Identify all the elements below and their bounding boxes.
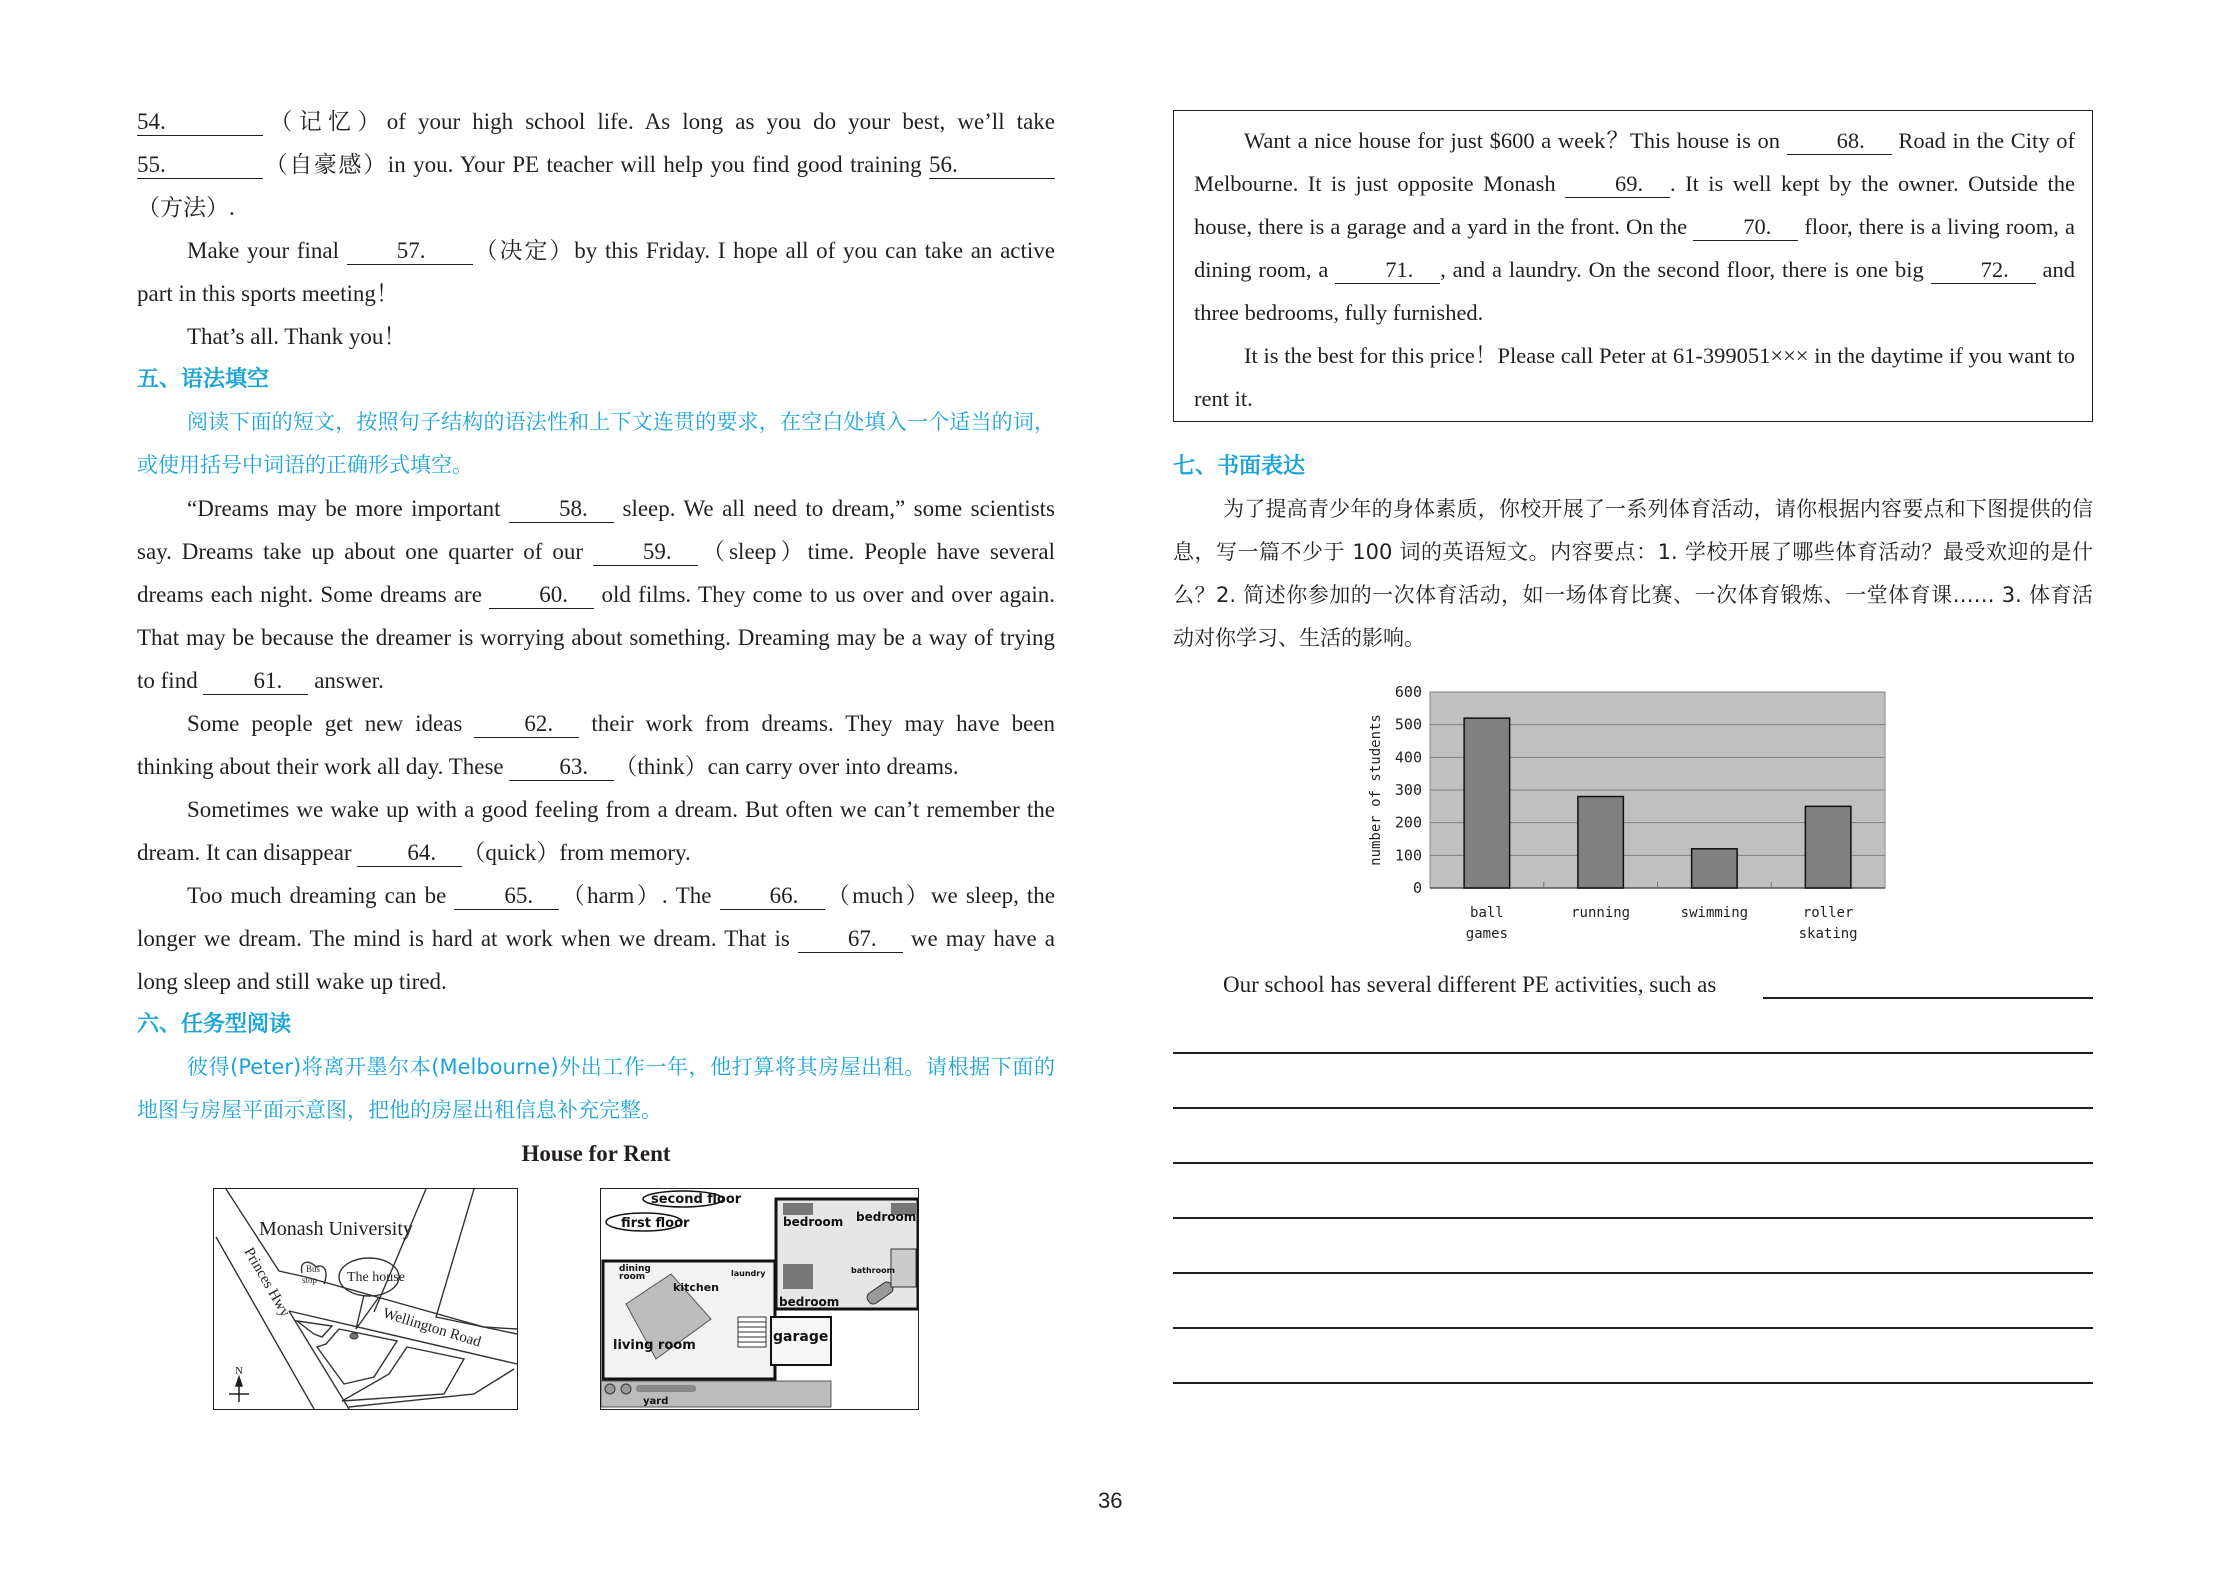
y-tick-label: 400: [1394, 748, 1422, 767]
text: “Dreams may be more important: [187, 496, 510, 521]
text: （much）we sleep, the longer we dream. The mind is hard at work when we dream. That is: [137, 883, 1055, 951]
text: . It is well kept by the owner. Outside the house, there is a garage and a yard in the front. On the: [1194, 171, 2076, 239]
section-5-paragraph-1: [137, 487, 1055, 702]
yard-bench: [636, 1385, 696, 1392]
x-tick-label: swimming: [1680, 905, 1749, 921]
y-tick-label: 200: [1394, 813, 1422, 832]
map-label-princes-hwy: Princes Hwy: [240, 1245, 293, 1320]
text: （think）can carry over into dreams.: [614, 754, 959, 779]
text: answer.: [308, 668, 384, 693]
plan-label-bedroom-3: bedroom: [779, 1295, 840, 1309]
continuation-paragraph-3: That’s all. Thank you！: [187, 324, 407, 349]
x-tick-label: games: [1465, 926, 1508, 942]
house-marker: [350, 1333, 358, 1339]
continuation-paragraph-2: [137, 229, 1055, 315]
writing-area: [1173, 965, 2093, 1005]
floor-plan-drawing: [601, 1189, 918, 1409]
map-label-wellington-road: Wellington Road: [380, 1305, 483, 1351]
plan-label-laundry: laundry: [731, 1269, 766, 1278]
text: their work from dreams. They may have been thinking about their work all day. These: [137, 711, 1055, 779]
blank-68[interactable]: 68.: [1787, 128, 1892, 155]
writing-line[interactable]: [1173, 1327, 2093, 1329]
road-edge: [289, 1311, 349, 1409]
blank-59[interactable]: 59.: [593, 539, 698, 566]
blank-54[interactable]: 54.: [137, 109, 263, 136]
text: and three bedrooms, fully furnished.: [1194, 257, 2075, 325]
continuation-paragraph-1: [137, 100, 1055, 229]
blank-57[interactable]: 57.: [347, 238, 473, 265]
blank-63[interactable]: 63.: [509, 754, 614, 781]
map-label-university: Monash University: [259, 1218, 413, 1240]
plant-icon: [621, 1384, 631, 1394]
blank-56[interactable]: 56.: [929, 152, 1055, 179]
x-tick-label: roller: [1802, 905, 1854, 921]
section-5-instruction: 阅读下面的短文，按照句子结构的语法性和上下文连贯的要求，在空白处填入一个适当的词，或使用括号中词语的正确形式填空。: [137, 410, 1055, 477]
writing-line[interactable]: [1173, 1162, 2093, 1164]
writing-line[interactable]: [1173, 1052, 2093, 1054]
section-6-instruction: 彼得(Peter)将离开墨尔本(Melbourne)外出工作一年，他打算将其房屋出租。请根据下面的地图与房屋平面示意图，把他的房屋出租信息补充完整。: [137, 1055, 1055, 1122]
text: Some people get new ideas: [187, 711, 475, 736]
y-tick-label: 300: [1394, 781, 1422, 799]
y-tick-label: 100: [1394, 846, 1422, 865]
north-arrow-icon: [229, 1377, 249, 1402]
blank-67[interactable]: 67.: [798, 926, 903, 953]
x-tick-label: running: [1571, 905, 1631, 921]
text: （sleep）time. People have several dreams each night. Some dreams are: [137, 539, 1055, 607]
plan-label-first-floor: first floor: [621, 1216, 690, 1231]
location-map: [213, 1188, 518, 1410]
y-tick-label: 600: [1394, 683, 1422, 701]
house-pointer: [356, 1295, 379, 1329]
blank-62[interactable]: 62.: [474, 711, 579, 738]
blank-71[interactable]: 71.: [1335, 257, 1440, 284]
plan-label-kitchen: kitchen: [673, 1281, 719, 1294]
plan-label-living-room: living room: [613, 1338, 696, 1353]
text: （quick）from memory.: [462, 840, 691, 865]
blank-55[interactable]: 55.: [137, 152, 263, 179]
text: Make your final: [187, 238, 347, 263]
plan-label-bedroom-1: bedroom: [783, 1215, 844, 1229]
writing-line[interactable]: [1173, 1107, 2093, 1109]
rental-ad-box: [1173, 110, 2093, 422]
plan-label-garage: garage: [773, 1329, 829, 1345]
text: （决定）by this Friday. I hope all of you can take an active part in this sports meeting！: [137, 238, 1055, 306]
text: （方法）.: [137, 195, 235, 220]
map-drawing: [214, 1189, 517, 1409]
plan-label-bathroom: bathroom: [851, 1266, 895, 1275]
blank-60[interactable]: 60.: [489, 582, 594, 609]
text: sleep. We all need to dream,” some scientists say. Dreams take up about one quarter of our: [137, 496, 1055, 564]
road-edge: [436, 1189, 517, 1334]
right-column: [1173, 445, 2093, 660]
figures: [137, 1188, 1055, 1418]
x-tick-label: skating: [1798, 926, 1858, 942]
bed-icon: [783, 1203, 813, 1215]
text: , and a laundry. On the second floor, there is one big: [1440, 257, 1931, 282]
section-6-heading: 六、任务型阅读: [137, 1012, 292, 1037]
starter-text: Our school has several different PE activities, such as: [1223, 972, 1717, 997]
text: （自豪感）in you. Your PE teacher will help you find good training: [263, 152, 929, 177]
text: （记忆）of your high school life. As long as you do your best, we’ll take: [263, 109, 1055, 134]
house-for-rent-title: House for Rent: [521, 1141, 671, 1166]
bar-swimming: [1692, 849, 1738, 888]
yard-area: [601, 1381, 831, 1407]
section-7-instruction: 为了提高青少年的身体素质，你校开展了一系列体育活动，请你根据内容要点和下图提供的信息，写一篇不少于 100 词的英语短文。内容要点：1. 学校开展了哪些体育活动？最受欢迎的是什么？2. 简述你参加的一次体育活动，如一场体育比赛、一次体育锻炼、一堂体育课…… 3. 体育活动对你学习、生活的影响。: [1173, 497, 2093, 650]
bar-running: [1578, 797, 1624, 888]
text: Road in the City of Melbourne. It is just opposite Monash: [1194, 128, 2075, 196]
y-tick-label: 0: [1412, 879, 1422, 897]
bar-roller-skating: [1805, 806, 1851, 888]
section-5-heading: 五、语法填空: [137, 367, 270, 392]
chart-svg: [1355, 675, 1895, 965]
writing-line[interactable]: [1173, 1217, 2093, 1219]
plan-label-dining: dining: [619, 1264, 651, 1274]
blank-69[interactable]: 69.: [1565, 171, 1670, 198]
blank-61[interactable]: 61.: [203, 668, 308, 695]
block: [349, 1369, 514, 1407]
blank-72[interactable]: 72.: [1931, 257, 2036, 284]
writing-line[interactable]: [1173, 1382, 2093, 1384]
text: floor, there is a living room, a dining room, a: [1194, 214, 2075, 282]
page-number: 36: [1098, 1488, 1123, 1513]
blank-58[interactable]: 58.: [509, 496, 614, 523]
ad-paragraph-2: It is the best for this price！Please call Peter at 61-399051××× in the daytime if you want to rent it.: [1194, 343, 2075, 411]
ad-paragraph-1: [1194, 119, 2075, 334]
blank-65[interactable]: 65.: [454, 883, 559, 910]
plan-label-yard: yard: [643, 1396, 669, 1407]
blank-66[interactable]: 66.: [720, 883, 825, 910]
text: （harm）. The: [559, 883, 720, 908]
map-label-house: The house: [347, 1270, 405, 1285]
plan-label-bedroom-2: bedroom: [856, 1210, 917, 1224]
section-5-paragraph-3: [137, 788, 1055, 874]
writing-starter: [1173, 965, 2093, 1005]
plan-label-second-floor: second floor: [651, 1192, 742, 1207]
section-5-paragraph-2: [137, 702, 1055, 788]
y-axis-label: number of students: [1368, 714, 1384, 866]
block: [342, 1347, 464, 1401]
bed-icon: [783, 1264, 813, 1289]
text: Too much dreaming can be: [187, 883, 455, 908]
block: [297, 1321, 332, 1337]
text: old films. They come to us over and over again. That may be because the dreamer is worrying about something. Dreaming may be a way of trying to find: [137, 582, 1055, 693]
blank-64[interactable]: 64.: [357, 840, 462, 867]
activities-bar-chart: [1355, 675, 1895, 965]
section-5-paragraph-4: [137, 874, 1055, 1003]
map-label-north: N: [235, 1365, 243, 1377]
y-tick-label: 500: [1394, 715, 1422, 734]
text: we may have a long sleep and still wake up tired.: [137, 926, 1056, 994]
blank-70[interactable]: 70.: [1693, 214, 1798, 241]
x-tick-label: ball: [1470, 905, 1504, 921]
writing-line[interactable]: [1173, 1272, 2093, 1274]
section-7-heading: 七、书面表达: [1173, 454, 1306, 479]
map-label-stop: stop: [302, 1275, 318, 1285]
text: Sometimes we wake up with a good feeling from a dream. But often we can’t remember the dream. It can disappear: [137, 797, 1055, 865]
map-label-bus: Bus: [306, 1264, 321, 1274]
bar-ball-games: [1464, 718, 1510, 888]
left-column: [137, 100, 1055, 1418]
plant-icon: [605, 1384, 615, 1394]
floor-plan: [600, 1188, 919, 1410]
text: Want a nice house for just $600 a week？This house is on: [1244, 128, 1787, 153]
plan-label-dining-room: room: [619, 1272, 646, 1282]
writing-line[interactable]: [1763, 997, 2093, 999]
